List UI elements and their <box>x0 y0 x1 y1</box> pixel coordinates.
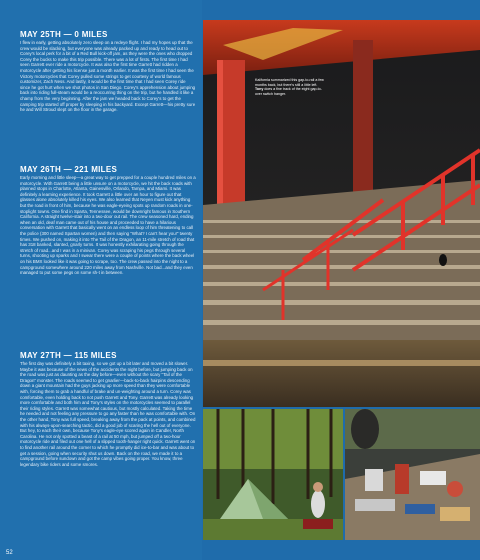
photo-caption <box>255 78 325 96</box>
picnic-table-photo-illustration <box>345 409 480 540</box>
caption-rest: does a fine track of the eight gap-to-over switch hanger. <box>255 87 322 96</box>
page-number: 52 <box>6 550 13 556</box>
picnic-table-photo <box>345 409 480 540</box>
section-heading-may-25: MAY 25TH — 0 MILES <box>20 30 108 39</box>
caption-name: Tony <box>255 87 264 92</box>
article-column <box>0 0 202 560</box>
section-body-may-25: I flew in early, getting absolutely zero sleep on a redeye flight. I had my hopes up that the crew would be slacking, but everyone was already packed up and ready to head out to Corey's local perk for a bit of a Red Bull kick-off jam, as they were the ones who dropped Corey the bucks to make this trip possible. There was a lot of firsts. The first time I had seen Garrett ever ride a motorcycle. It was also the first time Garrett had ridden a motorcycle after getting his license just a month earlier. It was the first time I had seen the Victory motorcycles that Corey pulled some strings to get courtesy of world famous customizer, Zach Ness. And lastly, it would be the first time that I had seen Corey ride since he got hurt when we shot photos in San Diego. Corey's apprehension about jumping back into riding full-steam would be a reoccurring thing on the trip, but he handled it like a champ from the very beginning. After the jam we headed back to Corey's to get the camping trip started off proper by sleeping in his backyard. Except Garrett—his pretty sure he and Will Stroud slept on the floor in the garage. <box>20 40 196 113</box>
caption-lead: Kalifornia summarized this gap-to-rail a few months back, but there's still a little left. <box>255 78 324 87</box>
section-heading-may-26: MAY 26TH — 221 MILES <box>20 165 118 174</box>
section-body-may-26: Early morning and little sleep—a great way to get prepped for a couple hundred miles on a motorcycle. With Garrett being a little unsure on a motorcycle, we hit the back roads with planned stops in Charlotte, Atlanta, Gainesville, Orlando, Tampa, and Miami. It was definitely a learning experience. It took Garrett a little over an hour to figure out that glasses alone absolutely killed his eyes. We also learned that Neyen must kick anything but the road in front of him, because he was eagle-eyeing spots up random roads in one-stoplight towns. One find in Sparta, Tennessee, would be downright famous in Southern California. A straight twelve-stair into a two-door out rail. The crew seasoned hard, ending when an old, deaf man came out of his house and proceeded to have a hilarious conversation with Garrett that basically went on an endless loop of him threatening to call the police (300 named Spartan women) and then saying "What? I can't hear you!" twenty times. We pushed on, making it into The Tail of the Dragon, an 11-mile stretch of road that has 318 banked, slanted, gnarly turns. It was honestly exhilarating going through the stretch of road...and I was in a minivan. Corey was scraping his pegs through several turns, shooting up sparks and I swear there were a couple of points where the back wheel on his BMX looked like it was going to scrape, too. The crew passed into the night to a campground somewhere around 220 miles away from Nashville. Not bad...and they even managed to put some pegs on some sh-t in between. <box>20 175 196 276</box>
campsite-photo <box>203 409 343 540</box>
section-heading-may-27: MAY 27TH — 115 MILES <box>20 351 117 360</box>
stair-rail-photo <box>203 20 480 407</box>
stair-rail-photo-illustration <box>203 20 480 407</box>
section-body-may-27: The first day was definitely a bit taxing, so we got up a bit later and moved a bit slower. Maybe it was because of the news of the accidents the night before, but jumping back on the road was just as daunting as the day before—even without the scary "Tail of the Dragon" monster. The roads seemed to get gnarlier—back-to-back hairpins descending down a giant mountain had the guys jacking up more speed than they were comfortable with, forcing them to grab a handful of brake and un-weighting around a turn. Corey was comfortable, even holding back to not push Garrett and Tony. Garrett was already looking more comfortable and both him and Tony's styles on the motorcycles seemed to parallel their riding styles. Garrett was somewhat cautious, but mostly calculated. Taking the time he needed and not feeling any pressure to go any faster than he was comfortable with. On the other hand, Tony was full speed, breaking away from the pack at points, and combined with his always-upon-searching tactic, did a good job of scaring the hell out of everyone. But hey, to each their own, because Tony's eagle-eye scored again in Candler, North Carolina. He not only spotted a beast of a rail at 50 mph, but jumped off a two-hour motorcycle ride and filed out one hell of a slipped tooth-hanger right quick. Garrett went on to find another rail around the corner to which he promptly did ice-to-bar and was about to get a session, going when security shut us down. Back on the road, we made it to a campground before sundown and got the camp vibes going proper. You know, three legendary bike riders and some smores. <box>20 361 196 467</box>
campsite-photo-illustration <box>203 409 343 540</box>
